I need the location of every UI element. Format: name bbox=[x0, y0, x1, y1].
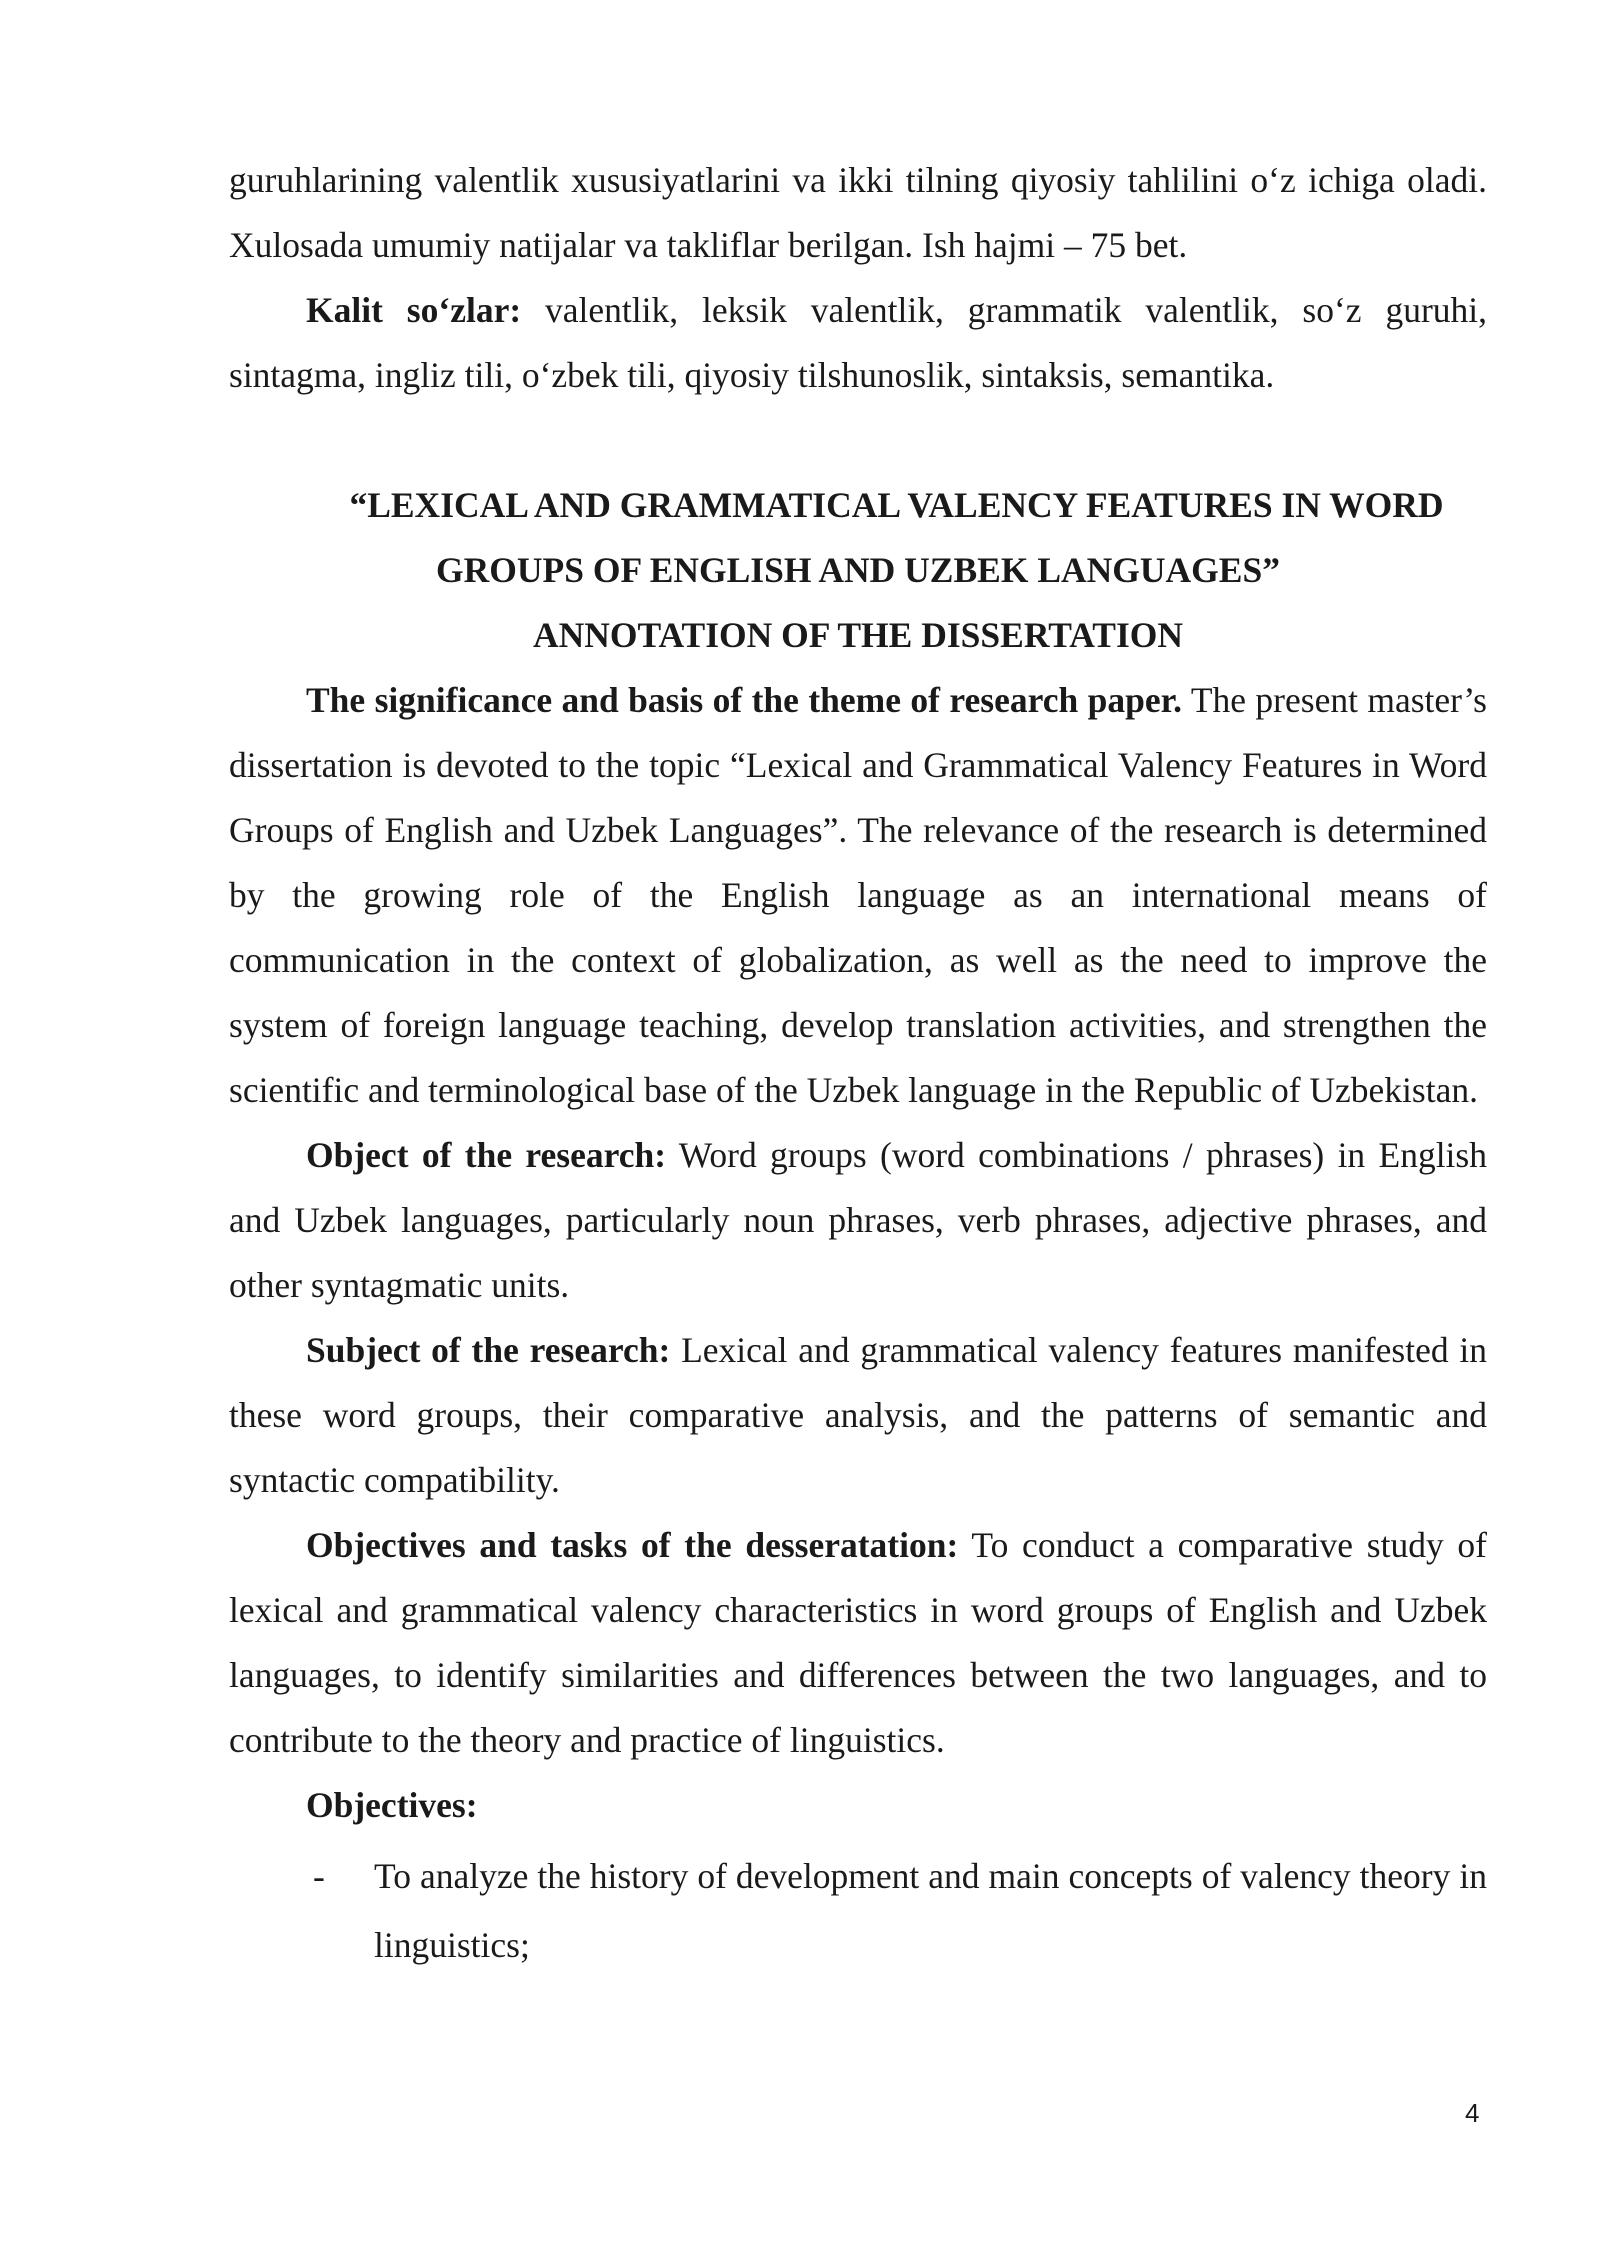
objectives-list bbox=[229, 1842, 1487, 1980]
title-line-2: GROUPS OF ENGLISH AND UZBEK LANGUAGES” bbox=[436, 550, 1280, 590]
subject-label: Subject of the research: bbox=[306, 1330, 671, 1370]
objectives-tasks-paragraph bbox=[229, 1513, 1487, 1773]
list-item-text: To analyze the history of development and main concepts of valency theory in linguistics; bbox=[374, 1856, 1487, 1965]
object-label: Object of the research: bbox=[306, 1135, 667, 1175]
list-item bbox=[229, 1842, 1487, 1980]
document-page bbox=[229, 148, 1487, 1980]
keywords-label: Kalit so‘zlar: bbox=[306, 290, 522, 330]
objectives-tasks-text: To conduct a comparative study of lexical and grammatical valency characteristics in word groups of English and Uzbek languages, to identify similarities and differences between the two languages, and to contribute to the theory and practice of linguistics. bbox=[229, 1525, 1487, 1760]
keywords-text: valentlik, leksik valentlik, grammatik valentlik, so‘z guruhi, sintagma, ingliz tili, o‘zbek tili, qiyosiy tilshunoslik, sintaksis, semantika. bbox=[229, 290, 1488, 395]
significance-label: The significance and basis of the theme of research paper. bbox=[306, 680, 1183, 720]
object-paragraph bbox=[229, 1123, 1487, 1318]
objectives-label: Objectives: bbox=[306, 1785, 478, 1825]
object-text: Word groups (word combinations / phrases) in English and Uzbek languages, particularly noun phrases, verb phrases, adjective phrases, and other syntagmatic units. bbox=[229, 1135, 1487, 1305]
subject-text: Lexical and grammatical valency features manifested in these word groups, their comparative analysis, and the patterns of semantic and syntactic compatibility. bbox=[229, 1330, 1487, 1500]
list-bullet: - bbox=[313, 1856, 325, 1896]
title-line-1: “LEXICAL AND GRAMMATICAL VALENCY FEATURES IN WORD bbox=[349, 485, 1444, 525]
significance-text: The present master’s dissertation is devoted to the topic “Lexical and Grammatical Valency Features in Word Groups of English and Uzbek Languages”. The relevance of the research is determined by the growing role of the English language as an international means of communication in the context of globalization, as well as the need to improve the system of foreign language teaching, develop translation activities, and strengthen the scientific and terminological base of the Uzbek language in the Republic of Uzbekistan. bbox=[229, 680, 1487, 1110]
title-line-3: ANNOTATION OF THE DISSERTATION bbox=[532, 615, 1184, 655]
intro-paragraph: guruhlarining valentlik xususiyatlarini va ikki tilning qiyosiy tahlilini o‘z ichiga oladi. Xulosada umumiy natijalar va takliflar berilgan. Ish hajmi – 75 bet. bbox=[229, 160, 1487, 265]
page-number: 4 bbox=[1465, 2098, 1480, 2128]
objectives-tasks-label: Objectives and tasks of the desseratation: bbox=[306, 1525, 959, 1565]
significance-paragraph bbox=[229, 668, 1487, 1123]
keywords-paragraph bbox=[229, 278, 1487, 408]
subject-paragraph bbox=[229, 1318, 1487, 1513]
objectives-heading bbox=[229, 1773, 1487, 1838]
